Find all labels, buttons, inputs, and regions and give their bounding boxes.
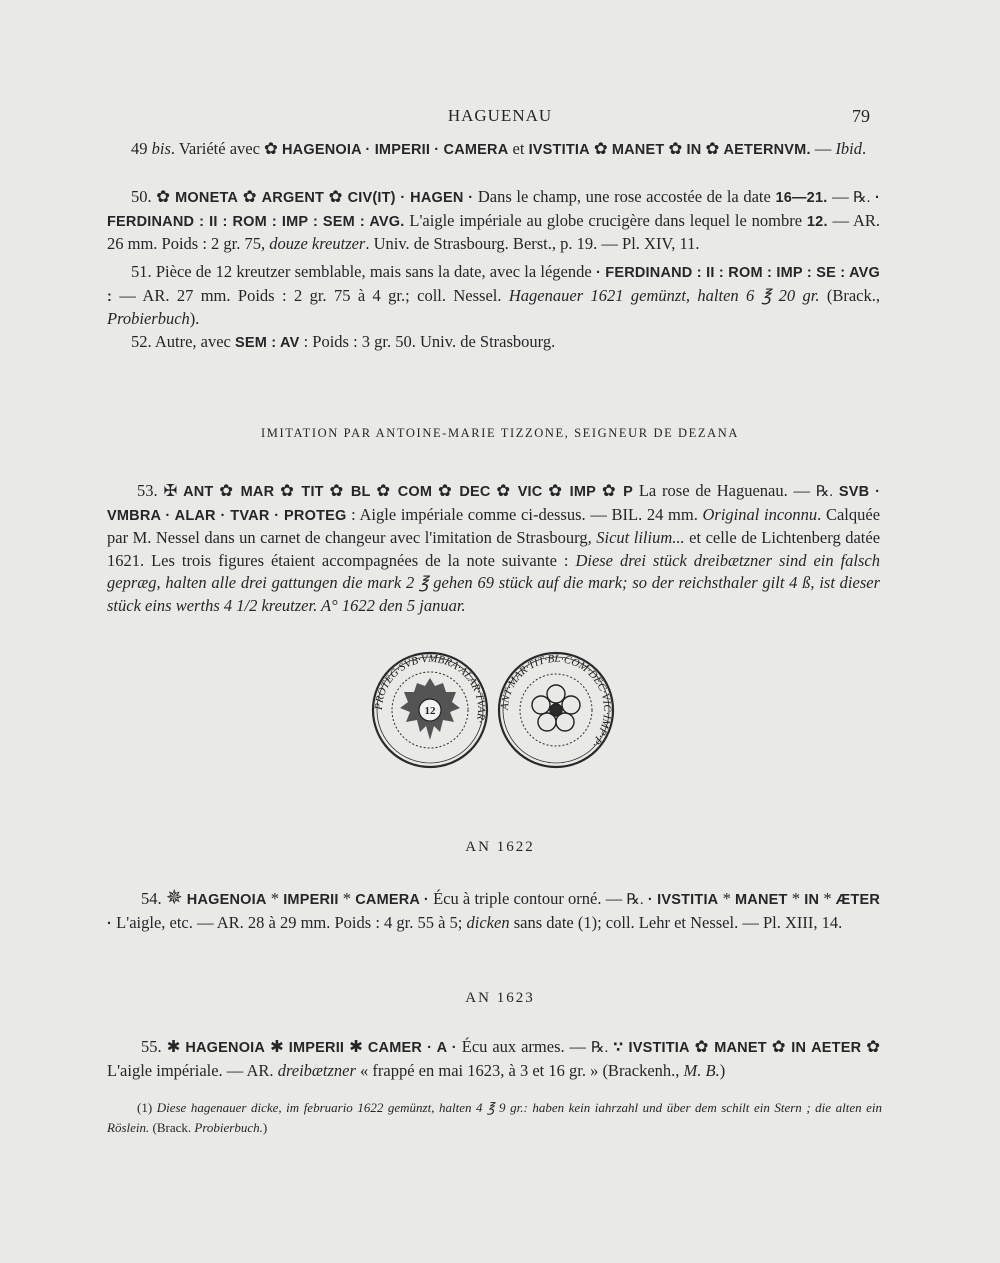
legend: IMP bbox=[569, 484, 596, 500]
legend: MANET bbox=[611, 142, 665, 158]
ibid: Ibid bbox=[835, 139, 863, 158]
entry-49bis bbox=[107, 138, 880, 162]
star-separator-icon: * bbox=[342, 889, 352, 908]
text: (Brack., bbox=[826, 285, 881, 305]
rose-icon bbox=[532, 685, 580, 731]
entry-51 bbox=[107, 261, 880, 331]
year-heading-1622: AN 1622 bbox=[465, 839, 535, 855]
rose-icon: ✿ bbox=[496, 481, 512, 500]
legend: DEC bbox=[459, 484, 491, 500]
italic-text: Diese hagenauer dicke, im februario 1622 gemünzt, halten 4 ℥ 9 gr.: haben kein iahrzahl und über dem schilt ein Stern ; die alten ein Röslein. bbox=[107, 1100, 882, 1135]
asterisk-icon: ✱ bbox=[166, 1037, 181, 1056]
rose-icon: ✿ bbox=[219, 481, 235, 500]
reverse-symbol: ℞. bbox=[815, 484, 834, 500]
footnote-mark: (1) bbox=[137, 1100, 153, 1115]
text: : Poids : 3 gr. 50. Univ. de Strasbourg. bbox=[303, 332, 556, 351]
entry-number: 50. bbox=[131, 187, 152, 206]
star-icon: ✵ bbox=[165, 887, 183, 909]
rose-icon: ✿ bbox=[593, 139, 608, 158]
cross-icon: ✠ bbox=[163, 481, 178, 500]
entry-53 bbox=[107, 480, 880, 617]
legend: IMPERII bbox=[288, 1040, 345, 1056]
text: . bbox=[862, 139, 867, 158]
legend: IN bbox=[804, 892, 820, 908]
italic-text: dicken bbox=[466, 912, 510, 932]
text: L'aigle impériale. — AR. bbox=[107, 1060, 274, 1080]
italic-text: dreibætzner bbox=[277, 1060, 356, 1080]
coin-drawings bbox=[370, 650, 630, 770]
legend: CIV(IT) · HAGEN · bbox=[347, 190, 474, 206]
italic-text: Probierbuch bbox=[107, 309, 190, 328]
italic-text: douze kreutzer bbox=[269, 234, 366, 253]
italic-text: Probierbuch. bbox=[194, 1120, 263, 1135]
legend: P bbox=[623, 484, 634, 500]
bis-label: bis bbox=[151, 139, 171, 158]
legend: ÆTER · bbox=[107, 892, 881, 932]
rose-icon: ✿ bbox=[705, 139, 720, 158]
text: L'aigle impériale au globe crucigère dans lequel le nombre bbox=[409, 210, 803, 230]
star-separator-icon: * bbox=[823, 889, 832, 908]
legend: HAGENOIA bbox=[186, 892, 267, 908]
legend: VIC bbox=[517, 484, 543, 500]
rose-icon: ✿ bbox=[668, 139, 683, 158]
coin-illustrations bbox=[370, 650, 630, 770]
legend: TIT bbox=[301, 484, 324, 500]
entry-number: 55. bbox=[141, 1037, 162, 1056]
text: sans date (1); coll. Lehr et Nessel. — Pl. XIII, 14. bbox=[513, 912, 843, 932]
star-separator-icon: * bbox=[791, 889, 801, 908]
text: — AR. 26 mm. Poids : 2 gr. 75, bbox=[107, 210, 881, 253]
legend: MANET bbox=[735, 892, 788, 908]
entry-50 bbox=[107, 186, 880, 256]
rose-icon: ✿ bbox=[329, 481, 346, 500]
text: Autre, avec bbox=[154, 332, 231, 351]
legend: IVSTITIA bbox=[528, 142, 590, 158]
entry-54 bbox=[107, 887, 880, 935]
entry-number: 53. bbox=[137, 481, 158, 500]
svg-text:ANT·MAR·TIT·BL·COM·DEC·VIC·IMP bbox=[499, 653, 613, 749]
star-separator-icon: * bbox=[270, 889, 279, 908]
asterisk-icon: ✱ bbox=[270, 1037, 284, 1056]
legend: MONETA bbox=[175, 190, 239, 206]
legend: IMPERII bbox=[283, 892, 339, 908]
obverse-legend: PROTEG·SVB·VMBRA·ALAR·TVAR· bbox=[372, 652, 488, 725]
text: L'aigle, etc. — AR. 28 à 29 mm. Poids : 4 gr. 55 à 5; bbox=[116, 912, 463, 932]
legend: · FERDINAND : II : ROM : IMP : SE : AVG : bbox=[107, 265, 881, 305]
text: Écu à triple contour orné. — bbox=[433, 889, 623, 908]
text: . Calquée par M. Nessel dans un carnet de changeur avec l'imitation de Strasbourg, bbox=[107, 504, 881, 547]
legend: COM bbox=[397, 484, 433, 500]
text: « frappé en mai 1623, à 3 et 16 gr. » (Brackenh., bbox=[360, 1060, 680, 1080]
rose-icon: ✿ bbox=[264, 139, 278, 158]
legend: · FERDINAND : II : ROM : IMP : SEM : AVG. bbox=[107, 190, 881, 230]
coin-reverse bbox=[499, 653, 613, 767]
rose-icon: ✿ bbox=[866, 1037, 881, 1056]
text: — AR. 27 mm. Poids : 2 gr. 75 à 4 gr.; coll. Nessel. bbox=[119, 285, 502, 305]
legend: IN bbox=[686, 142, 702, 158]
rose-icon: ✿ bbox=[376, 481, 392, 500]
legend: SVB · VMBRA · ALAR · TVAR · PROTEG bbox=[107, 484, 881, 524]
text: et celle de Lichtenberg datée 1621. Les trois figures étaient accompagnées de la note suivante : bbox=[107, 528, 881, 570]
reverse-legend: ANT·MAR·TIT·BL·COM·DEC·VIC·IMP·P· bbox=[498, 652, 614, 750]
legend: AETER bbox=[811, 1040, 862, 1056]
text: ) bbox=[262, 1120, 268, 1135]
text: ) bbox=[719, 1060, 726, 1080]
legend: MAR bbox=[240, 484, 275, 500]
rose-icon: ✿ bbox=[156, 187, 171, 206]
legend: HAGENOIA · IMPERII · CAMERA bbox=[282, 142, 509, 158]
text: et bbox=[512, 139, 525, 158]
text: . Variété avec bbox=[170, 139, 260, 158]
legend: ARGENT bbox=[261, 190, 325, 206]
legend: · IVSTITIA bbox=[647, 892, 719, 908]
entry-55 bbox=[107, 1036, 880, 1082]
italic-text: Diese drei stück dreibætzner sind ein falsch gepræg, halten alle drei gattungen die mark 2 ℥ gehen 69 stück auf die mark; so der reichsthaler gilt 4 ß, ist dieser stück eins werths 4 1/2 kreutzer. A° 1622 den 5 januar. bbox=[107, 550, 881, 615]
legend: ∵ IVSTITIA bbox=[613, 1040, 690, 1056]
rose-icon: ✿ bbox=[242, 187, 258, 206]
legend: CAMERA · bbox=[355, 892, 429, 908]
legend: MANET bbox=[714, 1040, 767, 1056]
running-header: HAGUENAU bbox=[447, 106, 553, 125]
reverse-symbol: ℞. bbox=[591, 1040, 609, 1056]
star-separator-icon: * bbox=[722, 889, 731, 908]
coin-value: 12 bbox=[424, 705, 436, 717]
legend: SEM : AV bbox=[235, 335, 300, 351]
reverse-symbol: ℞. bbox=[626, 892, 644, 908]
rose-icon: ✿ bbox=[771, 1037, 787, 1056]
rose-icon: ✿ bbox=[280, 481, 296, 500]
legend: ANT bbox=[183, 484, 214, 500]
text: — bbox=[832, 187, 849, 206]
entry-number: 52. bbox=[131, 332, 152, 351]
entry-number: 51. bbox=[131, 262, 152, 281]
text: — bbox=[814, 139, 836, 158]
entry-number: 49 bbox=[131, 139, 148, 158]
rose-icon: ✿ bbox=[328, 187, 343, 206]
section-heading-imitation: IMITATION PAR ANTOINE-MARIE TIZZONE, SEIGNEUR DE DEZANA bbox=[260, 426, 740, 440]
legend: IN bbox=[791, 1040, 807, 1056]
text: Pièce de 12 kreutzer semblable, mais sans la date, avec la légende bbox=[155, 262, 592, 281]
asterisk-icon: ✱ bbox=[349, 1037, 363, 1056]
page-number: 79 bbox=[852, 106, 870, 126]
legend: AETERNVM. bbox=[723, 142, 811, 158]
legend: HAGENOIA bbox=[185, 1040, 266, 1056]
legend: BL bbox=[350, 484, 371, 500]
italic-text: M. B. bbox=[683, 1060, 720, 1080]
year-heading-1623: AN 1623 bbox=[465, 990, 535, 1006]
text: . Univ. de Strasbourg. Berst., p. 19. — Pl. XIV, 11. bbox=[365, 234, 700, 253]
italic-text: Hagenauer 1621 gemünzt, halten 6 ℥ 20 gr. bbox=[508, 285, 820, 305]
italic-text: Original inconnu bbox=[702, 504, 818, 524]
text: (Brack. bbox=[152, 1120, 192, 1135]
text: Écu aux armes. — bbox=[461, 1037, 587, 1056]
footnote bbox=[107, 1098, 882, 1138]
legend: 16—21. bbox=[775, 190, 828, 206]
rose-icon: ✿ bbox=[438, 481, 454, 500]
reverse-symbol: ℞. bbox=[853, 190, 871, 206]
rose-icon: ✿ bbox=[601, 481, 618, 500]
text: La rose de Haguenau. — bbox=[638, 481, 811, 500]
coin-obverse bbox=[373, 653, 487, 767]
text: ). bbox=[189, 309, 200, 328]
rose-icon: ✿ bbox=[694, 1037, 710, 1056]
entry-52 bbox=[107, 331, 880, 355]
text: Dans le champ, une rose accostée de la date bbox=[477, 187, 771, 206]
rose-icon: ✿ bbox=[548, 481, 564, 500]
text: : Aigle impériale comme ci-dessus. — BIL. 24 mm. bbox=[351, 504, 698, 524]
legend: CAMER · A · bbox=[367, 1040, 457, 1056]
italic-text: Sicut lilium... bbox=[596, 528, 685, 547]
entry-number: 54. bbox=[141, 889, 162, 908]
legend: 12. bbox=[806, 213, 828, 230]
